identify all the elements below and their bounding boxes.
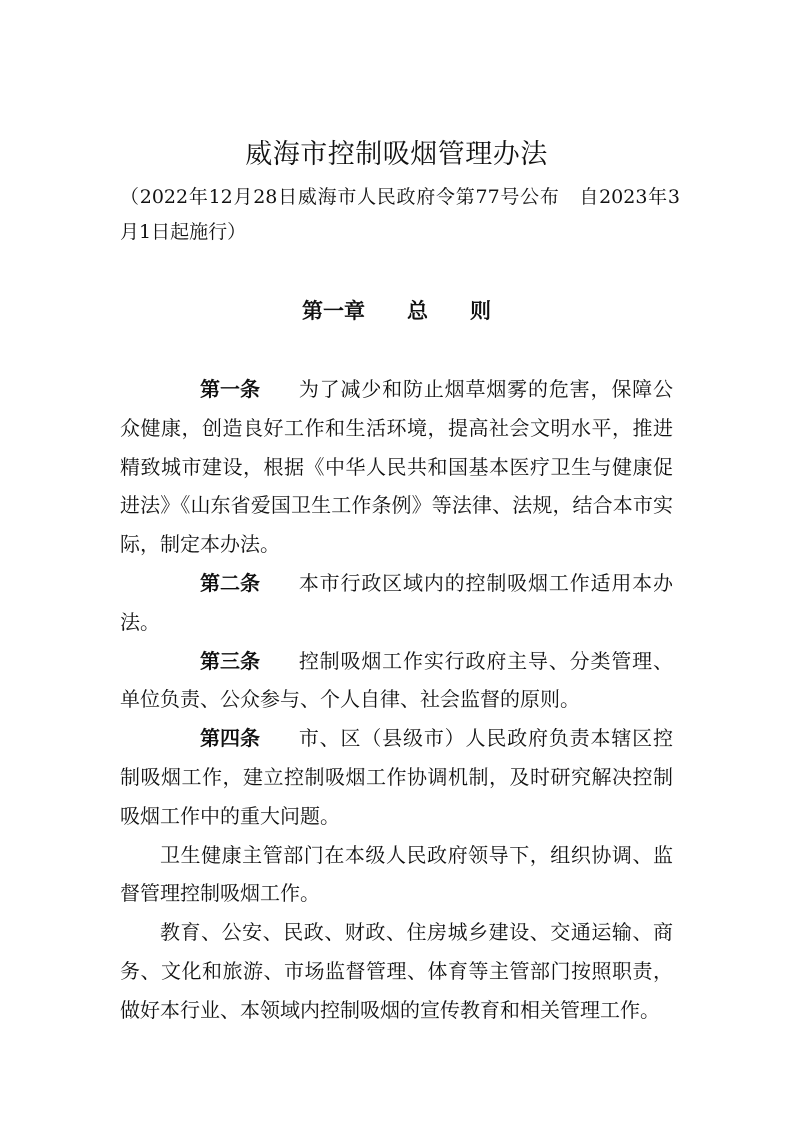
article-paragraph — [120, 564, 673, 642]
article-text: 控制吸烟工作实行政府主导、分类管理、单位负责、公众参与、个人自律、社会监督的原则。 — [120, 648, 673, 712]
body-paragraph — [120, 913, 673, 1029]
article-label: 第二条 — [200, 570, 260, 595]
paragraph-text: 卫生健康主管部门在本级人民政府领导下，组织协调、监督管理控制吸烟工作。 — [120, 842, 673, 906]
article-label: 第一条 — [200, 377, 260, 401]
article-paragraph — [120, 370, 673, 564]
article-text: 市、区（县级市）人民政府负责本辖区控制吸烟工作，建立控制吸烟工作协调机制，及时研究解决控制吸烟工作中的重大问题。 — [120, 726, 673, 828]
article-text: 为了减少和防止烟草烟雾的危害，保障公众健康，创造良好工作和生活环境，提高社会文明水平，推进精致城市建设，根据《中华人民共和国基本医疗卫生与健康促进法》《山东省爱国卫生工作条例》等法律、法规，结合本市实际，制定本办法。 — [120, 377, 673, 557]
article-label: 第三条 — [200, 648, 260, 673]
chapter-heading: 第一章 总 则 — [302, 299, 491, 323]
document-title: 威海市控制吸烟管理办法 — [245, 139, 548, 170]
paragraph-text: 教育、公安、民政、财政、住房城乡建设、交通运输、商务、文化和旅游、市场监督管理、体育等主管部门按照职责，做好本行业、本领域内控制吸烟的宣传教育和相关管理工作。 — [120, 920, 673, 1022]
document-subtitle: （2022年12月28日威海市人民政府令第77号公布 自2023年3月1日起施行） — [120, 186, 680, 243]
article-label: 第四条 — [200, 726, 260, 751]
document-body — [120, 370, 673, 1030]
article-paragraph — [120, 719, 673, 835]
body-paragraph — [120, 836, 673, 914]
article-text: 本市行政区域内的控制吸烟工作适用本办法。 — [120, 570, 673, 634]
article-paragraph — [120, 642, 673, 720]
